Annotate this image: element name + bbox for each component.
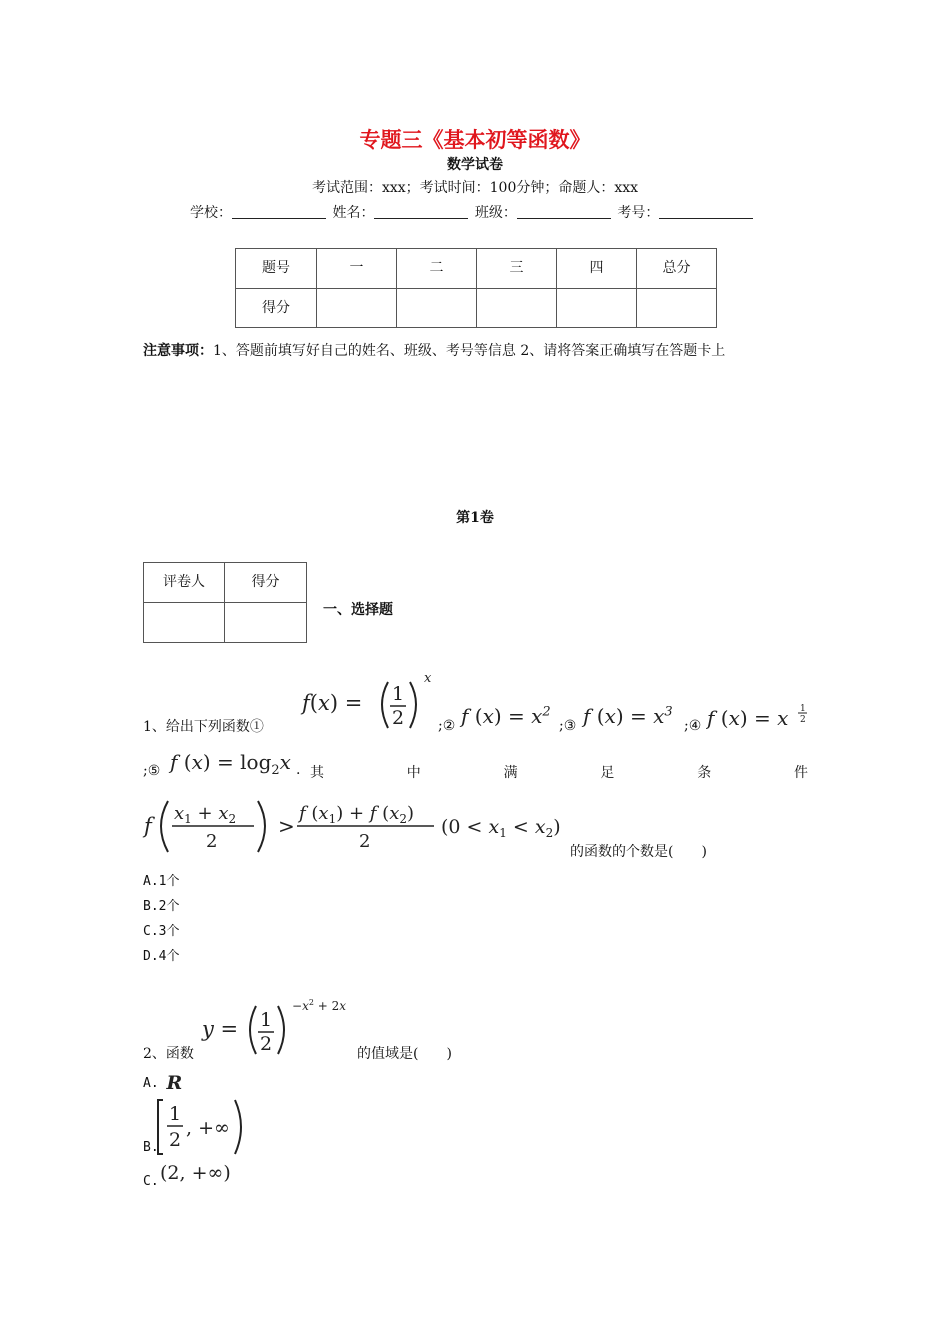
- spread-char: 中: [406, 765, 421, 781]
- q2-option-c[interactable]: [143, 1174, 159, 1189]
- score-cell[interactable]: [637, 289, 717, 328]
- q1-prefix: 1、给出下列函数①: [143, 719, 264, 735]
- score-header-cell: 一: [317, 249, 397, 289]
- svg-text:f(x) =: f(x) =: [302, 691, 363, 715]
- spread-char: 件: [793, 765, 808, 781]
- notes: [143, 331, 808, 372]
- volume-title: 第1卷: [456, 510, 494, 526]
- svg-text:(0 < x1 < x2): $(0 < x_1 < x_2)$: [441, 816, 561, 840]
- svg-text:>: >: [278, 814, 295, 838]
- exam-title: 专题三《基本初等函数》: [359, 127, 591, 152]
- field-label-school: 学校：: [190, 205, 232, 221]
- name-blank[interactable]: [374, 204, 468, 219]
- exam-info: 考试范围：xxx；考试时间：100分钟；命题人：xxx: [311, 180, 639, 196]
- q2-option-c-formula: (2, +∞): [160, 1162, 231, 1184]
- score-cell[interactable]: [557, 289, 637, 328]
- q1-item-sep-2: ;②: [438, 718, 456, 734]
- grader-header-cell: 评卷人: [144, 563, 225, 603]
- svg-text:f (x1) + f (x2): f $(x_1) + f$ $(x_2)$: [299, 803, 415, 826]
- score-header-cell: 题号: [236, 249, 317, 289]
- svg-text:2: 2: [359, 831, 371, 852]
- spread-char: 满: [503, 765, 518, 781]
- q2-option-c-label: C.: [143, 1174, 159, 1189]
- q1-option-a[interactable]: A.1个: [143, 874, 180, 889]
- q1-item-sep-3: ;③: [559, 718, 577, 734]
- score-cell[interactable]: [397, 289, 477, 328]
- notes-text: 1、答题前填写好自己的姓名、班级、考号等信息 2、请将答案正确填写在答题卡上: [213, 343, 726, 359]
- q1-condition-formula: [142, 795, 572, 857]
- q1-option-c[interactable]: C.3个: [143, 924, 180, 939]
- q2-suffix: 的值域是( ): [357, 1046, 452, 1062]
- svg-text:1: 1: [392, 683, 405, 705]
- score-table-score-row: [236, 289, 717, 328]
- q2-option-a[interactable]: [143, 1070, 182, 1092]
- q1-formula-2: f $(x) = x^2$: [461, 704, 551, 728]
- q1-formula-1: [300, 668, 440, 736]
- svg-text:2: 2: [169, 1129, 182, 1151]
- score-header-cell: 三: [477, 249, 557, 289]
- score-header-cell: 总分: [637, 249, 717, 289]
- score-cell[interactable]: [317, 289, 397, 328]
- spread-char: 条: [697, 765, 712, 781]
- notes-label: 注意事项：: [143, 343, 213, 359]
- svg-text:y =: y =: [202, 1017, 239, 1041]
- score-row-label: 得分: [236, 289, 317, 328]
- q1-item-sep-5: ;⑤: [143, 763, 161, 779]
- class-blank[interactable]: [517, 204, 611, 219]
- grader-table: [143, 562, 307, 643]
- score-table: [235, 248, 717, 328]
- field-label-id: 考号：: [617, 205, 660, 221]
- svg-text:−x2 + 2x: $-x^2 + 2x$: [292, 998, 347, 1013]
- q1-item-sep-4: ;④: [684, 718, 702, 734]
- q1-spread-text: [310, 762, 808, 782]
- svg-text:1: 1: [800, 704, 806, 714]
- q2-option-a-formula: R: [166, 1072, 183, 1094]
- svg-text:, +∞: , +∞: [186, 1117, 230, 1139]
- q2-prefix: 2、函数: [143, 1046, 194, 1062]
- student-fields: [190, 202, 755, 222]
- score-header-cell: 四: [557, 249, 637, 289]
- grader-cell[interactable]: [144, 603, 225, 643]
- q1-option-b[interactable]: B.2个: [143, 899, 180, 914]
- svg-text:x1 + x2: $x_1 + x_2$: [174, 803, 237, 826]
- field-label-name: 姓名：: [332, 205, 375, 221]
- svg-text:f: f: [144, 814, 152, 838]
- grader-header-row: [144, 563, 307, 603]
- q1-option-d[interactable]: D.4个: [143, 949, 180, 964]
- svg-text:2: 2: [260, 1033, 273, 1055]
- spread-char: 其: [310, 765, 324, 781]
- svg-text:x: x: [424, 671, 432, 686]
- q2-option-b-formula: [155, 1096, 250, 1158]
- id-blank[interactable]: [659, 204, 753, 219]
- q1-formula-5: f $(x) = \log_2x$: [170, 750, 291, 778]
- grader-cell[interactable]: [225, 603, 307, 643]
- q2-option-b-label: B.: [143, 1140, 159, 1155]
- q2-formula: [200, 992, 360, 1060]
- svg-text:1: 1: [169, 1103, 182, 1125]
- score-header-cell: 二: [397, 249, 477, 289]
- svg-text:2: 2: [800, 715, 806, 725]
- q1-formula-3: f $(x) = x^3$: [583, 704, 673, 728]
- grader-blank-row: [144, 603, 307, 643]
- svg-text:2: 2: [206, 831, 218, 852]
- q2-option-a-label: A.: [143, 1076, 159, 1091]
- score-cell[interactable]: [477, 289, 557, 328]
- q1-formula-4: [706, 700, 810, 736]
- grader-header-cell: 得分: [225, 563, 307, 603]
- exam-subtitle: 数学试卷: [447, 157, 503, 173]
- score-table-header-row: [236, 249, 717, 289]
- q1-period: .: [296, 762, 301, 778]
- svg-text:2: 2: [392, 707, 405, 729]
- spread-char: 足: [600, 765, 615, 781]
- school-blank[interactable]: [232, 204, 326, 219]
- svg-text:f (x) = x: f (x) = x: [707, 706, 789, 730]
- q1-suffix: 的函数的个数是( ): [570, 844, 707, 860]
- svg-text:1: 1: [260, 1009, 273, 1031]
- field-label-class: 班级：: [474, 205, 517, 221]
- section-title: 一、选择题: [323, 602, 393, 618]
